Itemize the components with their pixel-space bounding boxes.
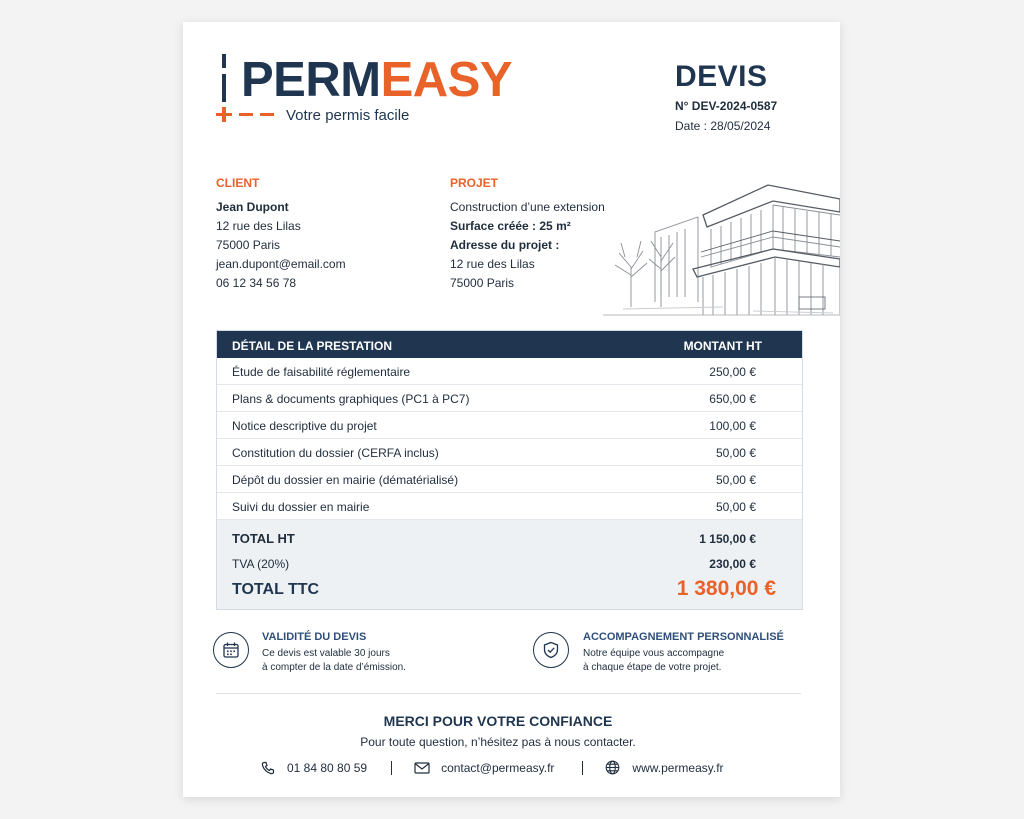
row-description: Notice descriptive du projet [232,419,377,433]
support-line2: à chaque étape de votre projet. [583,662,722,673]
contact-phone[interactable]: 01 84 80 80 59 [287,760,368,775]
row-amount: 650,00 € [709,392,756,406]
shield-check-icon [533,632,569,668]
thanks-title: MERCI POUR VOTRE CONFIANCE [383,713,613,729]
row-description: Suivi du dossier en mairie [232,500,370,514]
total-ttc-label: TOTAL TTC [232,581,320,598]
table-row [217,385,802,412]
project-label: PROJET [450,176,499,190]
row-description: Plans & documents graphiques (PC1 à PC7) [232,392,470,406]
row-description: Constitution du dossier (CERFA inclus) [232,446,439,460]
table-row [217,412,802,439]
validity-title: VALIDITÉ DU DEVIS [262,631,367,643]
validity-block [262,631,406,675]
document-title: DEVIS [675,60,768,93]
calendar-icon [213,632,249,668]
client-label: CLIENT [216,176,260,190]
contact-website[interactable]: www.permeasy.fr [632,760,724,775]
support-block [583,631,784,675]
header-description: DÉTAIL DE LA PRESTATION [232,339,393,353]
header-amount: MONTANT HT [683,339,762,353]
globe-icon [605,760,620,775]
project-address2: 75000 Paris [450,276,515,290]
contact-bar [261,760,724,775]
mail-icon [414,762,430,774]
row-amount: 50,00 € [715,473,756,487]
row-description: Dépôt du dossier en mairie (dématérialisé) [232,473,459,487]
row-description: Étude de faisabilité réglementaire [232,365,411,379]
tva-label: TVA (20%) [232,557,290,571]
row-amount: 250,00 € [709,365,756,379]
project-address1: 12 rue des Lilas [450,257,535,271]
totals-block [217,520,802,609]
contact-separator [582,761,583,775]
table-row [217,439,802,466]
contact-separator [391,761,392,775]
table-header [217,331,802,358]
client-address2: 75000 Paris [216,238,281,252]
support-title: ACCOMPAGNEMENT PERSONNALISÉ [583,631,784,643]
row-amount: 50,00 € [715,446,756,460]
table-row [217,466,802,493]
document-number: N° DEV-2024-0587 [675,99,778,113]
project-section [450,176,605,293]
client-phone: 06 12 34 56 78 [216,276,297,290]
total-ttc-value: 1 380,00 € [676,577,776,600]
house-sketch-illustration [603,157,840,317]
quote-document [183,22,840,797]
project-surface: Surface créée : 25 m² [450,219,571,233]
footer-divider [216,693,801,694]
client-name: Jean Dupont [216,200,289,214]
total-ht-value: 1 150,00 € [699,532,756,546]
client-email: jean.dupont@email.com [216,257,346,271]
pricing-table [216,330,803,610]
contact-email[interactable]: contact@permeasy.fr [441,760,555,775]
support-line1: Notre équipe vous accompagne [583,648,725,659]
total-ht-label: TOTAL HT [232,531,295,546]
table-row [217,493,802,520]
table-row [217,358,802,385]
row-amount: 100,00 € [709,419,756,433]
client-address1: 12 rue des Lilas [216,219,301,233]
brand-name: PERMEASY [241,53,513,107]
tva-value: 230,00 € [709,557,756,571]
document-date: Date : 28/05/2024 [675,119,771,133]
validity-line2: à compter de la date d’émission. [262,662,406,673]
phone-icon [261,761,275,775]
thanks-subtitle: Pour toute question, n’hésitez pas à nous contacter. [360,735,636,749]
client-section [216,176,346,293]
project-address-label: Adresse du projet : [450,238,560,252]
validity-line1: Ce devis est valable 30 jours [262,648,390,659]
brand-tagline: Votre permis facile [286,107,410,124]
row-amount: 50,00 € [715,500,756,514]
project-description: Construction d’une extension [450,200,605,214]
